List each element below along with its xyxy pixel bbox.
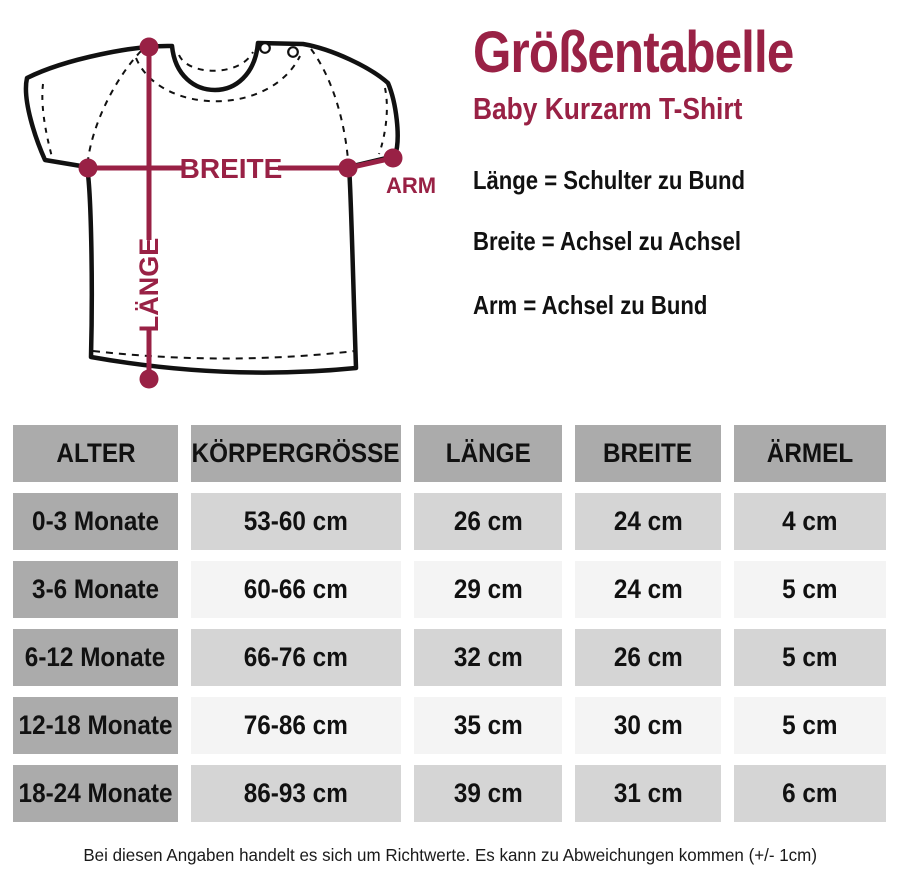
snap-button-icon — [288, 47, 298, 57]
table-cell: 60-66 cm — [191, 561, 401, 618]
table-cell: 31 cm — [575, 765, 721, 822]
table-cell: 0-3 Monate — [13, 493, 178, 550]
col-header-laenge: LÄNGE — [414, 425, 562, 482]
table-cell: 18-24 Monate — [13, 765, 178, 822]
table-cell: 5 cm — [734, 697, 886, 754]
table-cell: 30 cm — [575, 697, 721, 754]
table-cell: 12-18 Monate — [13, 697, 178, 754]
col-header-aermel: ÄRMEL — [734, 425, 886, 482]
table-cell: 35 cm — [414, 697, 562, 754]
tshirt-measurement-diagram — [5, 18, 450, 416]
table-cell: 24 cm — [575, 493, 721, 550]
table-cell: 26 cm — [414, 493, 562, 550]
table-cell: 29 cm — [414, 561, 562, 618]
snap-button-icon — [260, 43, 270, 53]
size-table — [13, 425, 886, 822]
table-cell: 32 cm — [414, 629, 562, 686]
definition-breite: Breite = Achsel zu Achsel — [473, 226, 741, 256]
breite-label: BREITE — [179, 153, 283, 184]
page-title: Größentabelle — [473, 20, 794, 85]
table-cell: 66-76 cm — [191, 629, 401, 686]
arm-end-dot — [384, 149, 403, 168]
table-cell: 53-60 cm — [191, 493, 401, 550]
definition-arm: Arm = Achsel zu Bund — [473, 290, 708, 320]
info-panel — [473, 0, 893, 420]
breite-left-dot — [79, 159, 98, 178]
laenge-bottom-dot — [140, 370, 159, 389]
table-cell: 3-6 Monate — [13, 561, 178, 618]
arm-label: ARM — [385, 173, 437, 198]
table-cell: 4 cm — [734, 493, 886, 550]
col-header-breite: BREITE — [575, 425, 721, 482]
laenge-top-dot — [140, 38, 159, 57]
table-cell: 5 cm — [734, 561, 886, 618]
table-cell: 24 cm — [575, 561, 721, 618]
page-subtitle: Baby Kurzarm T-Shirt — [473, 91, 743, 126]
col-header-koerpergroesse: KÖRPERGRÖSSE — [191, 425, 401, 482]
table-cell: 26 cm — [575, 629, 721, 686]
laenge-label: LÄNGE — [134, 237, 164, 333]
table-cell: 86-93 cm — [191, 765, 401, 822]
neck-inner-seam — [179, 52, 253, 71]
table-cell: 39 cm — [414, 765, 562, 822]
col-header-alter: ALTER — [13, 425, 178, 482]
table-cell: 6 cm — [734, 765, 886, 822]
table-cell: 6-12 Monate — [13, 629, 178, 686]
definition-laenge: Länge = Schulter zu Bund — [473, 165, 745, 195]
footer-note: Bei diesen Angaben handelt es sich um Richtwerte. Es kann zu Abweichungen kommen (+/- 1cm) — [83, 845, 817, 865]
table-cell: 76-86 cm — [191, 697, 401, 754]
table-cell: 5 cm — [734, 629, 886, 686]
tshirt-outline — [26, 43, 398, 373]
